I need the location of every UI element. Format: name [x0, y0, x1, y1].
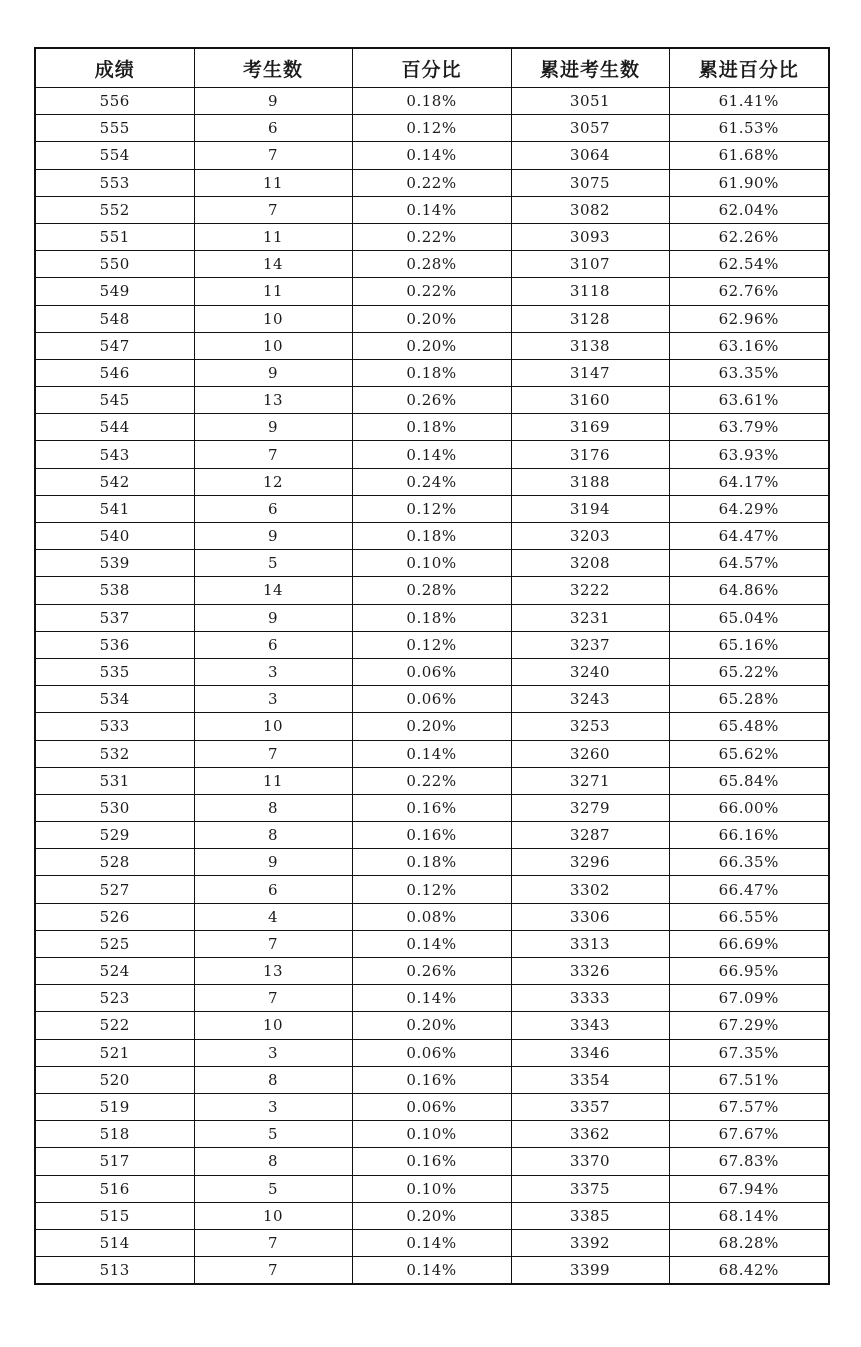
cell-cumulative-count: 3313	[511, 930, 669, 957]
cell-candidate-count: 9	[194, 604, 352, 631]
cell-candidate-count: 14	[194, 251, 352, 278]
cell-candidate-count: 14	[194, 577, 352, 604]
table-row	[35, 1229, 829, 1256]
header-row	[35, 48, 829, 88]
cell-percentage: 0.18%	[352, 604, 511, 631]
cell-cumulative-percentage: 61.90%	[669, 169, 829, 196]
cell-percentage: 0.26%	[352, 958, 511, 985]
cell-percentage: 0.06%	[352, 658, 511, 685]
cell-cumulative-count: 3082	[511, 196, 669, 223]
cell-cumulative-percentage: 62.04%	[669, 196, 829, 223]
cell-percentage: 0.10%	[352, 550, 511, 577]
table-row	[35, 1175, 829, 1202]
cell-cumulative-percentage: 65.62%	[669, 740, 829, 767]
table-row	[35, 88, 829, 115]
cell-candidate-count: 11	[194, 223, 352, 250]
cell-candidate-count: 3	[194, 1039, 352, 1066]
cell-cumulative-count: 3147	[511, 359, 669, 386]
table-body	[35, 88, 829, 1285]
cell-score: 516	[35, 1175, 194, 1202]
cell-candidate-count: 6	[194, 495, 352, 522]
table-row	[35, 686, 829, 713]
cell-candidate-count: 8	[194, 794, 352, 821]
cell-cumulative-percentage: 63.79%	[669, 414, 829, 441]
cell-score: 532	[35, 740, 194, 767]
cell-percentage: 0.14%	[352, 985, 511, 1012]
cell-cumulative-percentage: 64.47%	[669, 523, 829, 550]
cell-candidate-count: 7	[194, 142, 352, 169]
cell-candidate-count: 3	[194, 658, 352, 685]
cell-candidate-count: 10	[194, 1012, 352, 1039]
table-row	[35, 903, 829, 930]
cell-cumulative-percentage: 68.14%	[669, 1202, 829, 1229]
cell-percentage: 0.26%	[352, 387, 511, 414]
cell-cumulative-count: 3362	[511, 1121, 669, 1148]
table-row	[35, 441, 829, 468]
cell-score: 523	[35, 985, 194, 1012]
cell-percentage: 0.24%	[352, 468, 511, 495]
cell-percentage: 0.12%	[352, 876, 511, 903]
score-distribution-table	[34, 47, 830, 1285]
cell-cumulative-percentage: 67.83%	[669, 1148, 829, 1175]
table-header	[35, 48, 829, 88]
cell-candidate-count: 7	[194, 930, 352, 957]
cell-cumulative-percentage: 67.09%	[669, 985, 829, 1012]
cell-cumulative-percentage: 61.53%	[669, 115, 829, 142]
cell-score: 541	[35, 495, 194, 522]
cell-cumulative-count: 3385	[511, 1202, 669, 1229]
cell-cumulative-count: 3302	[511, 876, 669, 903]
header-score: 成绩	[35, 48, 194, 88]
cell-cumulative-percentage: 66.00%	[669, 794, 829, 821]
cell-percentage: 0.06%	[352, 1093, 511, 1120]
cell-cumulative-percentage: 62.26%	[669, 223, 829, 250]
cell-candidate-count: 11	[194, 169, 352, 196]
cell-score: 540	[35, 523, 194, 550]
table-row	[35, 251, 829, 278]
cell-cumulative-percentage: 66.35%	[669, 849, 829, 876]
cell-percentage: 0.14%	[352, 142, 511, 169]
cell-score: 554	[35, 142, 194, 169]
cell-candidate-count: 3	[194, 686, 352, 713]
cell-score: 553	[35, 169, 194, 196]
cell-percentage: 0.14%	[352, 441, 511, 468]
cell-cumulative-count: 3231	[511, 604, 669, 631]
cell-cumulative-count: 3237	[511, 631, 669, 658]
cell-cumulative-percentage: 66.55%	[669, 903, 829, 930]
cell-candidate-count: 7	[194, 196, 352, 223]
table-row	[35, 414, 829, 441]
cell-cumulative-percentage: 67.57%	[669, 1093, 829, 1120]
table-row	[35, 142, 829, 169]
cell-score: 542	[35, 468, 194, 495]
cell-percentage: 0.16%	[352, 794, 511, 821]
cell-score: 547	[35, 332, 194, 359]
cell-candidate-count: 3	[194, 1093, 352, 1120]
cell-cumulative-percentage: 67.94%	[669, 1175, 829, 1202]
table-row	[35, 767, 829, 794]
table-row	[35, 305, 829, 332]
cell-percentage: 0.18%	[352, 414, 511, 441]
cell-candidate-count: 7	[194, 740, 352, 767]
cell-cumulative-count: 3128	[511, 305, 669, 332]
cell-candidate-count: 9	[194, 359, 352, 386]
cell-cumulative-count: 3075	[511, 169, 669, 196]
table-row	[35, 1257, 829, 1285]
cell-percentage: 0.18%	[352, 523, 511, 550]
cell-percentage: 0.14%	[352, 1229, 511, 1256]
cell-cumulative-percentage: 61.68%	[669, 142, 829, 169]
cell-cumulative-percentage: 65.28%	[669, 686, 829, 713]
cell-cumulative-count: 3343	[511, 1012, 669, 1039]
cell-candidate-count: 6	[194, 876, 352, 903]
cell-percentage: 0.10%	[352, 1121, 511, 1148]
cell-percentage: 0.12%	[352, 495, 511, 522]
cell-percentage: 0.18%	[352, 849, 511, 876]
cell-cumulative-count: 3279	[511, 794, 669, 821]
cell-cumulative-count: 3138	[511, 332, 669, 359]
cell-cumulative-percentage: 66.69%	[669, 930, 829, 957]
cell-candidate-count: 7	[194, 441, 352, 468]
cell-score: 515	[35, 1202, 194, 1229]
cell-candidate-count: 5	[194, 550, 352, 577]
table-row	[35, 1093, 829, 1120]
cell-score: 517	[35, 1148, 194, 1175]
cell-score: 521	[35, 1039, 194, 1066]
cell-score: 519	[35, 1093, 194, 1120]
cell-cumulative-count: 3194	[511, 495, 669, 522]
cell-percentage: 0.16%	[352, 822, 511, 849]
cell-cumulative-count: 3093	[511, 223, 669, 250]
table-row	[35, 1148, 829, 1175]
cell-percentage: 0.22%	[352, 278, 511, 305]
cell-cumulative-percentage: 64.17%	[669, 468, 829, 495]
cell-cumulative-percentage: 65.22%	[669, 658, 829, 685]
table-row	[35, 1012, 829, 1039]
cell-cumulative-count: 3051	[511, 88, 669, 115]
cell-cumulative-percentage: 63.93%	[669, 441, 829, 468]
cell-cumulative-percentage: 67.29%	[669, 1012, 829, 1039]
cell-score: 551	[35, 223, 194, 250]
cell-candidate-count: 13	[194, 387, 352, 414]
cell-cumulative-percentage: 68.42%	[669, 1257, 829, 1285]
cell-cumulative-percentage: 66.95%	[669, 958, 829, 985]
cell-score: 544	[35, 414, 194, 441]
cell-score: 513	[35, 1257, 194, 1285]
cell-candidate-count: 9	[194, 849, 352, 876]
cell-percentage: 0.06%	[352, 686, 511, 713]
cell-candidate-count: 10	[194, 305, 352, 332]
cell-percentage: 0.12%	[352, 631, 511, 658]
cell-cumulative-percentage: 64.86%	[669, 577, 829, 604]
cell-score: 527	[35, 876, 194, 903]
cell-percentage: 0.28%	[352, 251, 511, 278]
cell-percentage: 0.20%	[352, 713, 511, 740]
table-row	[35, 359, 829, 386]
cell-score: 555	[35, 115, 194, 142]
cell-score: 537	[35, 604, 194, 631]
cell-candidate-count: 9	[194, 88, 352, 115]
cell-cumulative-percentage: 62.96%	[669, 305, 829, 332]
cell-cumulative-percentage: 65.04%	[669, 604, 829, 631]
cell-cumulative-count: 3208	[511, 550, 669, 577]
cell-score: 539	[35, 550, 194, 577]
cell-cumulative-percentage: 66.16%	[669, 822, 829, 849]
table-row	[35, 115, 829, 142]
cell-score: 543	[35, 441, 194, 468]
cell-percentage: 0.20%	[352, 1012, 511, 1039]
cell-percentage: 0.14%	[352, 196, 511, 223]
cell-cumulative-percentage: 64.57%	[669, 550, 829, 577]
cell-percentage: 0.22%	[352, 169, 511, 196]
cell-candidate-count: 8	[194, 1066, 352, 1093]
table-row	[35, 985, 829, 1012]
table-row	[35, 876, 829, 903]
table-row	[35, 794, 829, 821]
cell-candidate-count: 9	[194, 523, 352, 550]
table-row	[35, 1202, 829, 1229]
cell-cumulative-percentage: 62.76%	[669, 278, 829, 305]
cell-score: 556	[35, 88, 194, 115]
table-row	[35, 930, 829, 957]
cell-score: 535	[35, 658, 194, 685]
table-row	[35, 387, 829, 414]
cell-percentage: 0.18%	[352, 88, 511, 115]
cell-percentage: 0.20%	[352, 1202, 511, 1229]
cell-percentage: 0.20%	[352, 305, 511, 332]
cell-score: 548	[35, 305, 194, 332]
cell-cumulative-count: 3243	[511, 686, 669, 713]
cell-candidate-count: 11	[194, 767, 352, 794]
cell-cumulative-count: 3296	[511, 849, 669, 876]
cell-candidate-count: 10	[194, 1202, 352, 1229]
cell-score: 550	[35, 251, 194, 278]
table-row	[35, 822, 829, 849]
cell-cumulative-count: 3306	[511, 903, 669, 930]
cell-cumulative-percentage: 66.47%	[669, 876, 829, 903]
cell-percentage: 0.20%	[352, 332, 511, 359]
cell-cumulative-percentage: 67.67%	[669, 1121, 829, 1148]
table-row	[35, 169, 829, 196]
table-row	[35, 332, 829, 359]
table-row	[35, 958, 829, 985]
cell-candidate-count: 12	[194, 468, 352, 495]
cell-candidate-count: 5	[194, 1175, 352, 1202]
table-row	[35, 468, 829, 495]
cell-candidate-count: 11	[194, 278, 352, 305]
table-row	[35, 631, 829, 658]
header-cumulative-percentage: 累进百分比	[669, 48, 829, 88]
cell-cumulative-count: 3399	[511, 1257, 669, 1285]
table-row	[35, 1039, 829, 1066]
cell-cumulative-percentage: 62.54%	[669, 251, 829, 278]
cell-candidate-count: 10	[194, 332, 352, 359]
cell-percentage: 0.12%	[352, 115, 511, 142]
cell-score: 531	[35, 767, 194, 794]
cell-percentage: 0.22%	[352, 767, 511, 794]
cell-cumulative-percentage: 65.84%	[669, 767, 829, 794]
cell-candidate-count: 13	[194, 958, 352, 985]
cell-cumulative-count: 3222	[511, 577, 669, 604]
table-row	[35, 849, 829, 876]
cell-cumulative-count: 3188	[511, 468, 669, 495]
table-row	[35, 1121, 829, 1148]
cell-cumulative-count: 3057	[511, 115, 669, 142]
cell-cumulative-count: 3064	[511, 142, 669, 169]
cell-score: 524	[35, 958, 194, 985]
cell-score: 546	[35, 359, 194, 386]
cell-percentage: 0.10%	[352, 1175, 511, 1202]
cell-cumulative-percentage: 63.35%	[669, 359, 829, 386]
cell-cumulative-count: 3354	[511, 1066, 669, 1093]
cell-percentage: 0.18%	[352, 359, 511, 386]
cell-score: 530	[35, 794, 194, 821]
cell-candidate-count: 7	[194, 1257, 352, 1285]
cell-candidate-count: 9	[194, 414, 352, 441]
cell-cumulative-percentage: 65.48%	[669, 713, 829, 740]
cell-candidate-count: 6	[194, 115, 352, 142]
table-row	[35, 495, 829, 522]
cell-cumulative-count: 3357	[511, 1093, 669, 1120]
cell-percentage: 0.14%	[352, 1257, 511, 1285]
cell-score: 545	[35, 387, 194, 414]
cell-cumulative-count: 3287	[511, 822, 669, 849]
cell-cumulative-count: 3160	[511, 387, 669, 414]
cell-cumulative-count: 3118	[511, 278, 669, 305]
header-cumulative-count: 累进考生数	[511, 48, 669, 88]
cell-cumulative-percentage: 63.16%	[669, 332, 829, 359]
cell-candidate-count: 7	[194, 985, 352, 1012]
table-row	[35, 278, 829, 305]
cell-score: 536	[35, 631, 194, 658]
header-candidate-count: 考生数	[194, 48, 352, 88]
cell-score: 538	[35, 577, 194, 604]
table-row	[35, 523, 829, 550]
cell-percentage: 0.16%	[352, 1066, 511, 1093]
cell-score: 518	[35, 1121, 194, 1148]
cell-percentage: 0.16%	[352, 1148, 511, 1175]
cell-percentage: 0.08%	[352, 903, 511, 930]
table-row	[35, 740, 829, 767]
table-row	[35, 550, 829, 577]
cell-cumulative-count: 3370	[511, 1148, 669, 1175]
cell-cumulative-count: 3253	[511, 713, 669, 740]
cell-percentage: 0.14%	[352, 930, 511, 957]
cell-cumulative-count: 3392	[511, 1229, 669, 1256]
cell-cumulative-count: 3326	[511, 958, 669, 985]
cell-percentage: 0.22%	[352, 223, 511, 250]
cell-cumulative-count: 3271	[511, 767, 669, 794]
cell-candidate-count: 4	[194, 903, 352, 930]
table-row	[35, 604, 829, 631]
cell-score: 534	[35, 686, 194, 713]
table-row	[35, 713, 829, 740]
cell-score: 533	[35, 713, 194, 740]
cell-score: 520	[35, 1066, 194, 1093]
cell-cumulative-count: 3375	[511, 1175, 669, 1202]
header-percentage: 百分比	[352, 48, 511, 88]
cell-cumulative-count: 3260	[511, 740, 669, 767]
table-row	[35, 223, 829, 250]
cell-score: 522	[35, 1012, 194, 1039]
cell-cumulative-count: 3333	[511, 985, 669, 1012]
cell-cumulative-count: 3169	[511, 414, 669, 441]
cell-candidate-count: 8	[194, 822, 352, 849]
cell-cumulative-count: 3176	[511, 441, 669, 468]
table-row	[35, 196, 829, 223]
cell-cumulative-count: 3107	[511, 251, 669, 278]
table-row	[35, 658, 829, 685]
cell-score: 529	[35, 822, 194, 849]
cell-cumulative-percentage: 64.29%	[669, 495, 829, 522]
cell-cumulative-percentage: 61.41%	[669, 88, 829, 115]
cell-score: 514	[35, 1229, 194, 1256]
cell-cumulative-percentage: 63.61%	[669, 387, 829, 414]
cell-cumulative-percentage: 65.16%	[669, 631, 829, 658]
cell-score: 549	[35, 278, 194, 305]
cell-candidate-count: 7	[194, 1229, 352, 1256]
cell-cumulative-percentage: 67.51%	[669, 1066, 829, 1093]
cell-candidate-count: 5	[194, 1121, 352, 1148]
cell-score: 528	[35, 849, 194, 876]
cell-candidate-count: 10	[194, 713, 352, 740]
cell-percentage: 0.14%	[352, 740, 511, 767]
table-row	[35, 577, 829, 604]
cell-cumulative-count: 3346	[511, 1039, 669, 1066]
cell-percentage: 0.06%	[352, 1039, 511, 1066]
cell-score: 552	[35, 196, 194, 223]
table-row	[35, 1066, 829, 1093]
cell-cumulative-percentage: 68.28%	[669, 1229, 829, 1256]
cell-candidate-count: 8	[194, 1148, 352, 1175]
cell-percentage: 0.28%	[352, 577, 511, 604]
cell-cumulative-count: 3203	[511, 523, 669, 550]
cell-score: 525	[35, 930, 194, 957]
cell-score: 526	[35, 903, 194, 930]
cell-cumulative-count: 3240	[511, 658, 669, 685]
cell-cumulative-percentage: 67.35%	[669, 1039, 829, 1066]
cell-candidate-count: 6	[194, 631, 352, 658]
